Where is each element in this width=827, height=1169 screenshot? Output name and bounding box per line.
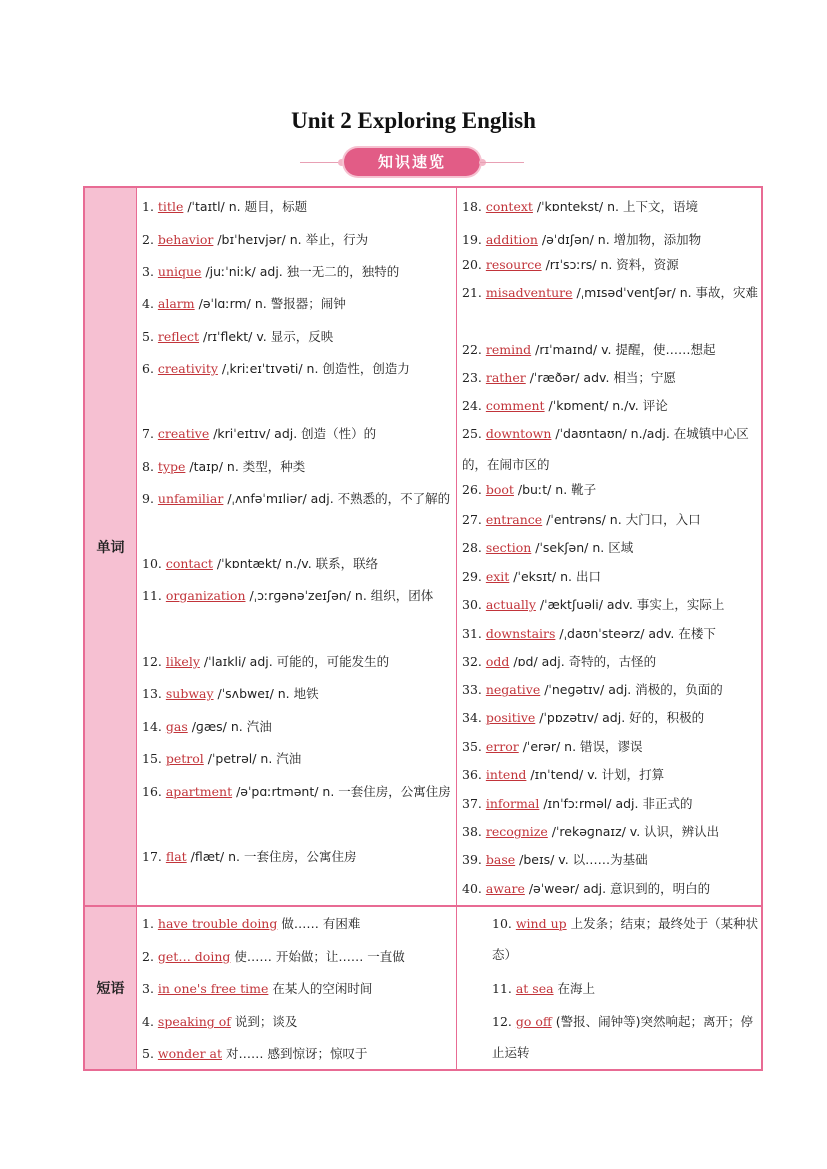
vocabulary-table <box>83 186 763 1071</box>
item-definition: /ˈkɒntekst/ n. 上下文，语境 <box>532 199 698 214</box>
list-item <box>142 776 452 807</box>
item-definition: 做…… 有困难 <box>277 916 361 931</box>
item-term: addition <box>485 232 538 247</box>
list-item <box>142 973 452 1004</box>
item-number: 32. <box>462 654 486 669</box>
item-term: flat <box>165 849 187 864</box>
item-term: aware <box>485 881 525 896</box>
item-number: 27. <box>462 512 486 527</box>
item-term: remind <box>485 342 532 357</box>
item-term: subway <box>165 686 214 701</box>
item-number: 18. <box>462 199 486 214</box>
item-term: rather <box>485 370 526 385</box>
list-item <box>462 816 760 847</box>
item-term: go off <box>515 1014 552 1029</box>
item-number: 33. <box>462 682 486 697</box>
item-term: contact <box>165 556 213 571</box>
item-definition: /ˈdaʊntaʊn/ n./adj. 在城镇中心区的，在闹市区的 <box>462 426 749 472</box>
item-term: odd <box>485 654 510 669</box>
item-number: 39. <box>462 852 486 867</box>
item-term: positive <box>485 710 536 725</box>
item-definition: /ˈneɡətɪv/ adj. 消极的，负面的 <box>540 682 723 697</box>
list-item <box>462 973 760 1004</box>
item-definition: /bɪˈheɪvjər/ n. 举止，行为 <box>213 232 369 247</box>
item-term: informal <box>485 796 540 811</box>
item-term: negative <box>485 682 541 697</box>
item-definition: /ɒd/ adj. 奇特的，古怪的 <box>509 654 657 669</box>
list-item <box>462 390 760 421</box>
item-term: section <box>485 540 532 555</box>
item-term: unique <box>157 264 202 279</box>
item-term: misadventure <box>485 285 573 300</box>
item-term: entrance <box>485 512 543 527</box>
list-item <box>462 277 760 308</box>
item-term: exit <box>485 569 510 584</box>
item-term: wonder at <box>157 1046 223 1061</box>
item-definition: /ˈsʌbweɪ/ n. 地铁 <box>213 686 319 701</box>
list-item <box>462 788 760 819</box>
list-item <box>462 844 760 875</box>
item-term: unfamiliar <box>157 491 224 506</box>
item-number: 25. <box>462 426 486 441</box>
item-number: 8. <box>142 459 158 474</box>
item-definition: /ˈlaɪkli/ adj. 可能的，可能发生的 <box>199 654 390 669</box>
item-term: have trouble doing <box>157 916 278 931</box>
list-item <box>462 646 760 677</box>
item-term: title <box>157 199 184 214</box>
item-definition: /ˈkɒntækt/ n./v. 联系，联络 <box>212 556 379 571</box>
item-definition: /ˈpɒzətɪv/ adj. 好的，积极的 <box>535 710 705 725</box>
list-item <box>142 711 452 742</box>
item-term: in one's free time <box>157 981 269 996</box>
item-term: recognize <box>485 824 548 839</box>
item-term: context <box>485 199 533 214</box>
item-definition: /ˈrekəɡnaɪz/ v. 认识，辨认出 <box>547 824 720 839</box>
list-item <box>142 418 452 449</box>
item-number: 10. <box>492 916 516 931</box>
item-definition: 对…… 感到惊讶；惊叹于 <box>222 1046 368 1061</box>
item-number: 34. <box>462 710 486 725</box>
list-item <box>142 743 452 774</box>
list-item <box>462 731 760 762</box>
item-definition: 上发条；结束；最终处于（某种状态） <box>492 916 759 962</box>
list-item <box>462 504 760 535</box>
item-number: 36. <box>462 767 486 782</box>
item-definition: /ˈtaɪtl/ n. 题目，标题 <box>183 199 308 214</box>
item-number: 14. <box>142 719 166 734</box>
item-definition: /ˈerər/ n. 错误，谬误 <box>518 739 643 754</box>
item-term: organization <box>165 588 246 603</box>
item-definition: /rɪˈflekt/ v. 显示，反映 <box>199 329 334 344</box>
item-term: at sea <box>515 981 554 996</box>
item-definition: /flæt/ n. 一套住房，公寓住房 <box>186 849 357 864</box>
list-item <box>462 362 760 393</box>
item-definition: /ˈsekʃən/ n. 区域 <box>531 540 634 555</box>
item-term: resource <box>485 257 542 272</box>
list-item <box>462 1006 760 1068</box>
list-item <box>462 702 760 733</box>
item-definition: /əˈweər/ adj. 意识到的，明白的 <box>524 881 711 896</box>
list-item <box>142 646 452 677</box>
item-definition: /ˌdaʊnˈsteərz/ adv. 在楼下 <box>555 626 716 641</box>
item-term: type <box>157 459 186 474</box>
item-number: 38. <box>462 824 486 839</box>
phrases-category: 短语 <box>85 907 136 1069</box>
item-number: 12. <box>492 1014 516 1029</box>
item-definition: /ˈæktʃuəli/ adv. 事实上，实际上 <box>535 597 725 612</box>
list-item <box>462 249 760 280</box>
list-item <box>142 580 452 611</box>
item-term: comment <box>485 398 545 413</box>
item-number: 19. <box>462 232 486 247</box>
item-number: 11. <box>142 588 166 603</box>
item-definition: /ˈkɒment/ n./v. 评论 <box>544 398 668 413</box>
list-item <box>142 256 452 287</box>
item-number: 1. <box>142 199 158 214</box>
item-number: 3. <box>142 264 158 279</box>
item-term: behavior <box>157 232 214 247</box>
item-number: 5. <box>142 1046 158 1061</box>
list-item <box>462 474 760 505</box>
item-number: 10. <box>142 556 166 571</box>
item-number: 15. <box>142 751 166 766</box>
list-item <box>462 759 760 790</box>
item-number: 35. <box>462 739 486 754</box>
list-item <box>142 451 452 482</box>
item-term: error <box>485 739 519 754</box>
item-number: 23. <box>462 370 486 385</box>
item-term: petrol <box>165 751 204 766</box>
item-number: 12. <box>142 654 166 669</box>
item-number: 28. <box>462 540 486 555</box>
list-item <box>142 941 452 972</box>
item-number: 40. <box>462 881 486 896</box>
list-item <box>142 288 452 319</box>
item-definition: /buːt/ n. 靴子 <box>513 482 597 497</box>
item-term: gas <box>165 719 188 734</box>
item-term: downtown <box>485 426 552 441</box>
item-definition: /ɡæs/ n. 汽油 <box>187 719 272 734</box>
item-term: wind up <box>515 916 567 931</box>
item-number: 5. <box>142 329 158 344</box>
item-definition: /əˈlɑːrm/ n. 警报器；闹钟 <box>194 296 346 311</box>
list-item <box>462 561 760 592</box>
item-number: 11. <box>492 981 516 996</box>
item-number: 31. <box>462 626 486 641</box>
item-number: 17. <box>142 849 166 864</box>
item-number: 2. <box>142 949 158 964</box>
item-number: 1. <box>142 916 158 931</box>
list-item <box>462 191 760 222</box>
list-item <box>462 532 760 563</box>
list-item <box>142 841 452 872</box>
list-item <box>462 908 760 970</box>
item-definition: 在某人的空闲时间 <box>268 981 373 996</box>
item-number: 3. <box>142 981 158 996</box>
words-category: 单词 <box>85 188 136 905</box>
item-definition: 在海上 <box>553 981 596 996</box>
item-definition: /beɪs/ v. 以……为基础 <box>515 852 648 867</box>
item-definition: /ˌmɪsədˈventʃər/ n. 事故，灾难 <box>572 285 759 300</box>
item-definition: /ˈræðər/ adv. 相当；宁愿 <box>525 370 676 385</box>
list-item <box>142 548 452 579</box>
list-item <box>462 618 760 649</box>
item-number: 4. <box>142 296 158 311</box>
item-number: 2. <box>142 232 158 247</box>
item-definition: /ɪnˈtend/ v. 计划，打算 <box>526 767 665 782</box>
item-definition: /kriˈeɪtɪv/ adj. 创造（性）的 <box>209 426 377 441</box>
item-term: speaking of <box>157 1014 231 1029</box>
item-term: creativity <box>157 361 218 376</box>
item-definition: /ˈeksɪt/ n. 出口 <box>509 569 601 584</box>
item-term: creative <box>157 426 210 441</box>
list-item <box>142 1006 452 1037</box>
item-number: 26. <box>462 482 486 497</box>
item-number: 6. <box>142 361 158 376</box>
item-term: actually <box>485 597 536 612</box>
item-term: get… doing <box>157 949 231 964</box>
item-term: intend <box>485 767 527 782</box>
item-definition: /ˌkriːeɪˈtɪvəti/ n. 创造性，创造力 <box>217 361 410 376</box>
item-number: 30. <box>462 597 486 612</box>
item-number: 4. <box>142 1014 158 1029</box>
list-item <box>142 191 452 222</box>
item-term: reflect <box>157 329 200 344</box>
list-item <box>142 483 452 514</box>
item-number: 21. <box>462 285 486 300</box>
item-term: apartment <box>165 784 233 799</box>
item-definition: /rɪˈmaɪnd/ v. 提醒，使……想起 <box>531 342 716 357</box>
list-item <box>142 353 452 384</box>
item-number: 24. <box>462 398 486 413</box>
list-item <box>462 418 760 480</box>
item-definition: /ˌɔːrɡənəˈzeɪʃən/ n. 组织，团体 <box>245 588 434 603</box>
item-number: 22. <box>462 342 486 357</box>
list-item <box>462 674 760 705</box>
list-item <box>462 873 760 904</box>
list-item <box>142 224 452 255</box>
item-number: 37. <box>462 796 486 811</box>
item-definition: /əˈpɑːrtmənt/ n. 一套住房，公寓住房 <box>232 784 451 799</box>
item-term: alarm <box>157 296 195 311</box>
item-number: 9. <box>142 491 158 506</box>
item-definition: /rɪˈsɔːrs/ n. 资料，资源 <box>541 257 679 272</box>
item-number: 13. <box>142 686 166 701</box>
list-item <box>142 1038 452 1069</box>
item-definition: 说到；谈及 <box>230 1014 298 1029</box>
item-number: 7. <box>142 426 158 441</box>
list-item <box>142 908 452 939</box>
item-definition: /ˈpetrəl/ n. 汽油 <box>203 751 302 766</box>
list-item <box>142 678 452 709</box>
item-number: 29. <box>462 569 486 584</box>
item-number: 20. <box>462 257 486 272</box>
item-term: downstairs <box>485 626 556 641</box>
item-definition: (警报、闹钟等)突然响起；离开；停止运转 <box>492 1014 754 1060</box>
item-definition: /juːˈniːk/ adj. 独一无二的，独特的 <box>201 264 400 279</box>
item-definition: /əˈdɪʃən/ n. 增加物，添加物 <box>537 232 702 247</box>
badge-label: 知识速览 <box>344 148 480 176</box>
item-number: 16. <box>142 784 166 799</box>
page-title: Unit 2 Exploring English <box>291 108 536 133</box>
item-term: boot <box>485 482 514 497</box>
list-item <box>142 321 452 352</box>
item-definition: /ˌʌnfəˈmɪliər/ adj. 不熟悉的，不了解的 <box>223 491 451 506</box>
item-definition: 使…… 开始做；让…… 一直做 <box>230 949 405 964</box>
item-definition: /ɪnˈfɔːrməl/ adj. 非正式的 <box>539 796 693 811</box>
section-badge <box>300 147 524 179</box>
item-term: base <box>485 852 516 867</box>
item-definition: /ˈentrəns/ n. 大门口，入口 <box>542 512 701 527</box>
list-item <box>462 589 760 620</box>
item-definition: /taɪp/ n. 类型，种类 <box>185 459 306 474</box>
item-term: likely <box>165 654 200 669</box>
list-item <box>462 334 760 365</box>
